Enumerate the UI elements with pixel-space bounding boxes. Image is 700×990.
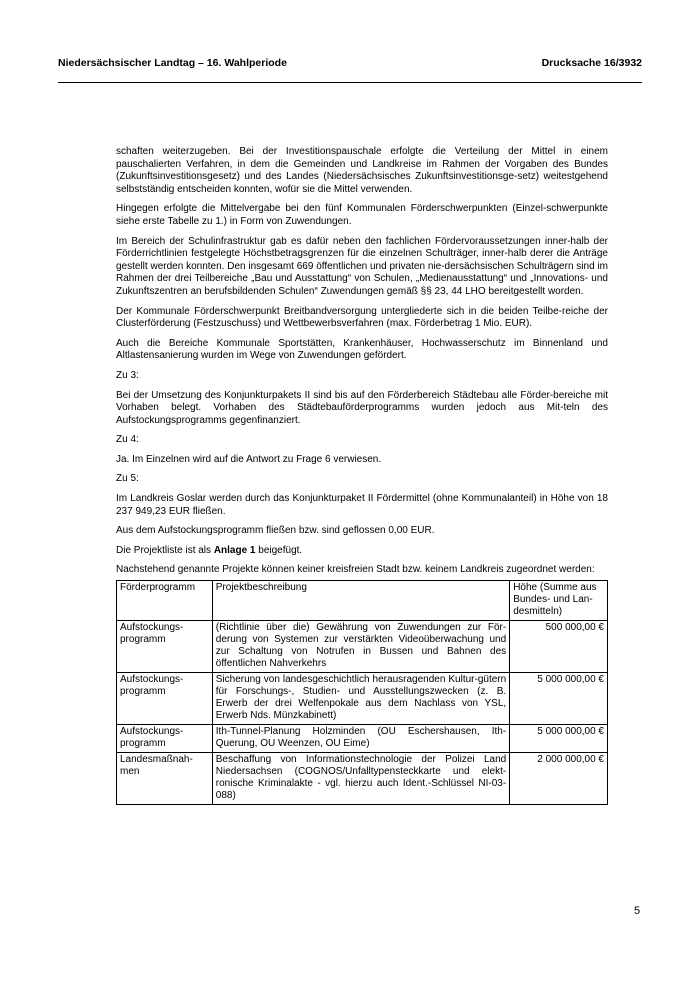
section-label: Zu 5: bbox=[116, 473, 139, 485]
annex-text-before: Die Projektliste ist als bbox=[116, 544, 214, 556]
annex-reference: Anlage 1 bbox=[213, 544, 256, 556]
section-label: Zu 4: bbox=[116, 434, 139, 446]
amount-cell: 5 000 000,00 € bbox=[510, 725, 608, 753]
table-header-row bbox=[117, 581, 608, 621]
paragraph: Aus dem Aufstockungsprogramm fließen bzw. sind geflossen 0,00 EUR. bbox=[116, 525, 435, 537]
projects-table bbox=[116, 580, 608, 805]
document-number: Drucksache 16/3932 bbox=[541, 57, 642, 69]
paragraph: schaften weiterzugeben. Bei der Investitionspauschale erfolgte die Verteilung der Mittel in einem pauschalierten Verfahren, in dem die Gemeinden und Landkreise im Rahmen der Vorgaben des Bundes (Zukunftsinvestitionsgesetz) und des Landes (Niedersächsisches Zukunftsinvestitionsge-setz) weitestgehend selbstständig entscheiden konnten, wofür sie die Mittel verwenden. bbox=[116, 146, 608, 195]
annex-text-after: beigefügt. bbox=[255, 544, 303, 556]
table-row bbox=[117, 621, 608, 673]
paragraph: Auch die Bereiche Kommunale Sportstätten, Krankenhäuser, Hochwasserschutz im Binnenland und Altlastensanierung wurden im Wege von Zuwendungen gefördert. bbox=[116, 337, 608, 362]
header-divider bbox=[58, 82, 642, 83]
description-cell: Ith-Tunnel-Planung Holzminden (OU Eschershausen, Ith-Querung, OU Weenzen, OU Eime) bbox=[212, 725, 509, 753]
column-header-description: Projektbeschreibung bbox=[212, 581, 509, 621]
document-body bbox=[116, 146, 608, 805]
paragraph: Bei der Umsetzung des Konjunkturpakets II sind bis auf den Förderbereich Städtebau alle Förder-bereiche mit Vorhaben belegt. Vorhaben des Städtebauförderprogramms wurden jedoch aus Mit-teln des Aufstockungsprogramms gegenfinanziert. bbox=[116, 389, 608, 426]
column-header-program: Förderprogramm bbox=[117, 581, 213, 621]
header-title: Niedersächsischer Landtag – 16. Wahlperiode bbox=[58, 57, 287, 69]
page-number: 5 bbox=[634, 905, 641, 917]
table-row bbox=[117, 673, 608, 725]
program-cell: Aufstockungs-programm bbox=[117, 621, 213, 673]
amount-cell: 500 000,00 € bbox=[510, 621, 608, 673]
program-cell: Aufstockungs-programm bbox=[117, 673, 213, 725]
paragraph: Der Kommunale Förderschwerpunkt Breitbandversorgung untergliederte sich in die beiden Teilbe-reiche der Clusterförderung (Festzuschuss) und Wettbewerbsverfahren (max. Förderbetrag 1 Mio. EUR). bbox=[116, 305, 608, 330]
section-label: Zu 3: bbox=[116, 369, 139, 381]
description-cell: Sicherung von landesgeschichtlich herausragenden Kultur-gütern für Forschungs-, Studien- und Ausstellungszwecken (z. B. Erwerb der drei Welfenpokale aus dem Nachlass von YSL, Erwerb Nds. Münzkabinett) bbox=[212, 673, 509, 725]
amount-cell: 5 000 000,00 € bbox=[510, 673, 608, 725]
description-cell: (Richtlinie über die) Gewährung von Zuwendungen zur För-derung von Systemen zur verstärkten Videoüberwachung und zur Schaltung von Notrufen in Bussen und Bahnen des öffentlichen Nahverkehrs bbox=[212, 621, 509, 673]
paragraph: Im Bereich der Schulinfrastruktur gab es dafür neben den fachlichen Fördervoraussetzungen inner-halb der Förderrichtlinien festgelegte Höchstbetragsgrenzen für die einzelnen Schulträger, inner-halb derer die Anträge gestellt werden konnten. Den insgesamt 669 öffentlichen und privaten nie-dersächsischen Schulträgern sind im Rahmen der drei Teilbereiche „Bau und Ausstattung“ von Schulen, „Medienausstattung“ und „Innovations- und Zukunftszentren an berufsbildenden Schulen“ Zuwendungen gemäß §§ 23, 44 LHO bereitgestellt worden. bbox=[116, 235, 608, 297]
description-cell: Beschaffung von Informationstechnologie der Polizei Land Niedersachsen (COGNOS/Unfalltypensteckkarte und elekt-ronische Kriminalakte - vgl. hierzu auch Ident.-Schlüssel NI-03-088) bbox=[212, 753, 509, 805]
program-cell: Landesmaßnah-men bbox=[117, 753, 213, 805]
paragraph: Im Landkreis Goslar werden durch das Konjunkturpaket II Fördermittel (ohne Kommunalanteil) in Höhe von 18 237 949,23 EUR fließen. bbox=[116, 493, 608, 517]
table-row bbox=[117, 753, 608, 805]
paragraph: Ja. Im Einzelnen wird auf die Antwort zu Frage 6 verwiesen. bbox=[116, 453, 382, 465]
annex-sentence bbox=[116, 545, 608, 558]
column-header-amount: Höhe (Summe aus Bundes- und Lan-desmitteln) bbox=[510, 581, 608, 621]
page-header bbox=[58, 57, 642, 69]
table-row bbox=[117, 725, 608, 753]
table-intro: Nachstehend genannte Projekte können keiner kreisfreien Stadt bzw. keinem Landkreis zugeordnet werden: bbox=[116, 564, 595, 576]
amount-cell: 2 000 000,00 € bbox=[510, 753, 608, 805]
program-cell: Aufstockungs-programm bbox=[117, 725, 213, 753]
paragraph: Hingegen erfolgte die Mittelvergabe bei den fünf Kommunalen Förderschwerpunkten (Einzel-schwerpunkte siehe erste Tabelle zu 1.) in Form von Zuwendungen. bbox=[116, 203, 608, 227]
